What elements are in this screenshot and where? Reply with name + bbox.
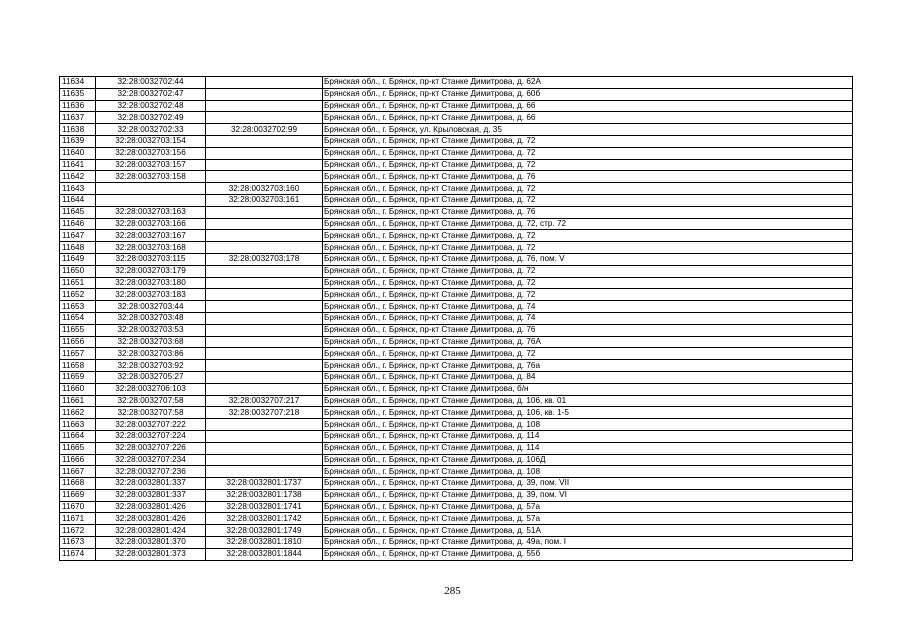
table-row [60, 159, 853, 171]
address-cell: Брянская обл., г. Брянск, пр-кт Станке Димитрова, д. 72 [323, 348, 853, 360]
cadastral-number-cell: 32:28:0032801:370 [96, 537, 206, 549]
table-row [60, 501, 853, 513]
cadastral-number-cell: 32:28:0032703:183 [96, 289, 206, 301]
row-number-cell: 11663 [60, 419, 96, 431]
cadastral-number-cell: 32:28:0032707:222 [96, 419, 206, 431]
table-row [60, 289, 853, 301]
table-row [60, 324, 853, 336]
cadastral-number-cell: 32:28:0032703:115 [96, 253, 206, 265]
address-cell: Брянская обл., г. Брянск, пр-кт Станке Димитрова, д. 62А [323, 77, 853, 89]
related-cadastral-number-cell: 32:28:0032707:217 [206, 395, 323, 407]
cadastral-number-cell: 32:28:0032702:49 [96, 112, 206, 124]
table-row [60, 100, 853, 112]
cadastral-number-cell: 32:28:0032707:236 [96, 466, 206, 478]
address-cell: Брянская обл., г. Брянск, пр-кт Станке Димитрова, д. 74 [323, 312, 853, 324]
row-number-cell: 11668 [60, 478, 96, 490]
cadastral-number-cell: 32:28:0032707:226 [96, 442, 206, 454]
address-cell: Брянская обл., г. Брянск, пр-кт Станке Димитрова, д. 76 [323, 171, 853, 183]
cadastral-number-cell: 32:28:0032703:92 [96, 360, 206, 372]
address-cell: Брянская обл., г. Брянск, пр-кт Станке Димитрова, д. 76 [323, 206, 853, 218]
row-number-cell: 11646 [60, 218, 96, 230]
address-cell: Брянская обл., г. Брянск, пр-кт Станке Димитрова, д. 72 [323, 230, 853, 242]
related-cadastral-number-cell [206, 312, 323, 324]
related-cadastral-number-cell [206, 454, 323, 466]
row-number-cell: 11656 [60, 336, 96, 348]
address-cell: Брянская обл., г. Брянск, пр-кт Станке Димитрова, д. 108 [323, 419, 853, 431]
address-cell: Брянская обл., г. Брянск, пр-кт Станке Димитрова, д. 72 [323, 277, 853, 289]
table-row [60, 265, 853, 277]
row-number-cell: 11652 [60, 289, 96, 301]
related-cadastral-number-cell [206, 430, 323, 442]
table-row [60, 489, 853, 501]
address-cell: Брянская обл., г. Брянск, ул. Крыловская, д. 35 [323, 124, 853, 136]
address-cell: Брянская обл., г. Брянск, пр-кт Станке Димитрова, д. 72 [323, 289, 853, 301]
cadastral-number-cell: 32:28:0032801:426 [96, 501, 206, 513]
row-number-cell: 11661 [60, 395, 96, 407]
row-number-cell: 11658 [60, 360, 96, 372]
cadastral-number-cell: 32:28:0032702:33 [96, 124, 206, 136]
cadastral-number-cell: 32:28:0032706:103 [96, 383, 206, 395]
table-row [60, 371, 853, 383]
address-cell: Брянская обл., г. Брянск, пр-кт Станке Димитрова, д. 72 [323, 242, 853, 254]
cadastral-number-cell: 32:28:0032703:53 [96, 324, 206, 336]
row-number-cell: 11641 [60, 159, 96, 171]
address-cell: Брянская обл., г. Брянск, пр-кт Станке Димитрова, д. 76а [323, 360, 853, 372]
table-row [60, 395, 853, 407]
row-number-cell: 11636 [60, 100, 96, 112]
row-number-cell: 11643 [60, 183, 96, 195]
address-cell: Брянская обл., г. Брянск, пр-кт Станке Димитрова, д. 114 [323, 430, 853, 442]
address-cell: Брянская обл., г. Брянск, пр-кт Станке Димитрова, д. 76, пом. V [323, 253, 853, 265]
cadastral-number-cell: 32:28:0032707:224 [96, 430, 206, 442]
related-cadastral-number-cell [206, 277, 323, 289]
row-number-cell: 11667 [60, 466, 96, 478]
related-cadastral-number-cell: 32:28:0032707:218 [206, 407, 323, 419]
table-row [60, 336, 853, 348]
related-cadastral-number-cell [206, 336, 323, 348]
row-number-cell: 11672 [60, 525, 96, 537]
table-row [60, 194, 853, 206]
address-cell: Брянская обл., г. Брянск, пр-кт Станке Димитрова, д. 51А [323, 525, 853, 537]
related-cadastral-number-cell: 32:28:0032801:1810 [206, 537, 323, 549]
cadastral-number-cell: 32:28:0032801:337 [96, 489, 206, 501]
address-cell: Брянская обл., г. Брянск, пр-кт Станке Димитрова, д. 106Д [323, 454, 853, 466]
related-cadastral-number-cell: 32:28:0032703:161 [206, 194, 323, 206]
cadastral-number-cell: 32:28:0032702:47 [96, 88, 206, 100]
row-number-cell: 11671 [60, 513, 96, 525]
related-cadastral-number-cell [206, 242, 323, 254]
cadastral-number-cell: 32:28:0032801:373 [96, 548, 206, 560]
table-row [60, 277, 853, 289]
table-row [60, 124, 853, 136]
cadastral-number-cell: 32:28:0032707:58 [96, 395, 206, 407]
table-row [60, 525, 853, 537]
table-row [60, 135, 853, 147]
address-cell: Брянская обл., г. Брянск, пр-кт Станке Димитрова, д. 72 [323, 135, 853, 147]
table-row [60, 171, 853, 183]
row-number-cell: 11645 [60, 206, 96, 218]
related-cadastral-number-cell [206, 419, 323, 431]
related-cadastral-number-cell [206, 360, 323, 372]
table-row [60, 112, 853, 124]
related-cadastral-number-cell: 32:28:0032801:1737 [206, 478, 323, 490]
table-row [60, 513, 853, 525]
row-number-cell: 11649 [60, 253, 96, 265]
cadastral-number-cell: 32:28:0032703:168 [96, 242, 206, 254]
row-number-cell: 11660 [60, 383, 96, 395]
row-number-cell: 11637 [60, 112, 96, 124]
cadastral-number-cell: 32:28:0032703:86 [96, 348, 206, 360]
table-row [60, 442, 853, 454]
related-cadastral-number-cell: 32:28:0032801:1742 [206, 513, 323, 525]
table-row [60, 301, 853, 313]
cadastral-number-cell: 32:28:0032705:27 [96, 371, 206, 383]
table-row [60, 430, 853, 442]
table-row [60, 88, 853, 100]
row-number-cell: 11654 [60, 312, 96, 324]
related-cadastral-number-cell [206, 371, 323, 383]
address-cell: Брянская обл., г. Брянск, пр-кт Станке Димитрова, д. 76А [323, 336, 853, 348]
row-number-cell: 11657 [60, 348, 96, 360]
row-number-cell: 11664 [60, 430, 96, 442]
address-cell: Брянская обл., г. Брянск, пр-кт Станке Димитрова, д. 60б [323, 88, 853, 100]
address-cell: Брянская обл., г. Брянск, пр-кт Станке Димитрова, д. 114 [323, 442, 853, 454]
related-cadastral-number-cell [206, 88, 323, 100]
related-cadastral-number-cell [206, 135, 323, 147]
cadastral-number-cell: 32:28:0032703:158 [96, 171, 206, 183]
related-cadastral-number-cell: 32:28:0032801:1741 [206, 501, 323, 513]
cadastral-number-cell: 32:28:0032703:167 [96, 230, 206, 242]
table-row [60, 206, 853, 218]
cadastral-number-cell: 32:28:0032801:337 [96, 478, 206, 490]
cadastral-number-cell: 32:28:0032703:163 [96, 206, 206, 218]
row-number-cell: 11674 [60, 548, 96, 560]
address-cell: Брянская обл., г. Брянск, пр-кт Станке Димитрова, д. 72 [323, 265, 853, 277]
row-number-cell: 11640 [60, 147, 96, 159]
cadastral-number-cell: 32:28:0032702:48 [96, 100, 206, 112]
related-cadastral-number-cell: 32:28:0032801:1738 [206, 489, 323, 501]
cadastral-number-cell: 32:28:0032703:68 [96, 336, 206, 348]
address-cell: Брянская обл., г. Брянск, пр-кт Станке Димитрова, д. 76 [323, 324, 853, 336]
row-number-cell: 11669 [60, 489, 96, 501]
property-table [59, 76, 853, 561]
related-cadastral-number-cell [206, 112, 323, 124]
cadastral-number-cell: 32:28:0032703:44 [96, 301, 206, 313]
table-row [60, 147, 853, 159]
row-number-cell: 11662 [60, 407, 96, 419]
table-row [60, 419, 853, 431]
address-cell: Брянская обл., г. Брянск, пр-кт Станке Димитрова, д. 57а [323, 513, 853, 525]
cadastral-number-cell: 32:28:0032703:179 [96, 265, 206, 277]
related-cadastral-number-cell [206, 230, 323, 242]
row-number-cell: 11642 [60, 171, 96, 183]
cadastral-number-cell: 32:28:0032703:180 [96, 277, 206, 289]
related-cadastral-number-cell [206, 218, 323, 230]
related-cadastral-number-cell [206, 324, 323, 336]
related-cadastral-number-cell [206, 442, 323, 454]
row-number-cell: 11634 [60, 77, 96, 89]
row-number-cell: 11644 [60, 194, 96, 206]
cadastral-number-cell: 32:28:0032703:48 [96, 312, 206, 324]
address-cell: Брянская обл., г. Брянск, пр-кт Станке Димитрова, д. 72 [323, 183, 853, 195]
page-number: 285 [444, 585, 461, 597]
table-row [60, 183, 853, 195]
row-number-cell: 11673 [60, 537, 96, 549]
related-cadastral-number-cell: 32:28:0032702:99 [206, 124, 323, 136]
table-row [60, 242, 853, 254]
address-cell: Брянская обл., г. Брянск, пр-кт Станке Димитрова, д. 106, кв. 01 [323, 395, 853, 407]
related-cadastral-number-cell [206, 265, 323, 277]
table-row [60, 466, 853, 478]
cadastral-number-cell: 32:28:0032703:157 [96, 159, 206, 171]
row-number-cell: 11651 [60, 277, 96, 289]
cadastral-number-cell: 32:28:0032703:166 [96, 218, 206, 230]
row-number-cell: 11635 [60, 88, 96, 100]
related-cadastral-number-cell [206, 77, 323, 89]
related-cadastral-number-cell [206, 383, 323, 395]
table-row [60, 360, 853, 372]
row-number-cell: 11670 [60, 501, 96, 513]
table-row [60, 478, 853, 490]
cadastral-number-cell: 32:28:0032801:426 [96, 513, 206, 525]
cadastral-number-cell [96, 194, 206, 206]
table-row [60, 253, 853, 265]
related-cadastral-number-cell [206, 171, 323, 183]
table-row [60, 537, 853, 549]
table-body [60, 77, 853, 561]
cadastral-number-cell: 32:28:0032703:154 [96, 135, 206, 147]
address-cell: Брянская обл., г. Брянск, пр-кт Станке Димитрова, д. 72 [323, 194, 853, 206]
related-cadastral-number-cell [206, 206, 323, 218]
row-number-cell: 11638 [60, 124, 96, 136]
row-number-cell: 11650 [60, 265, 96, 277]
related-cadastral-number-cell: 32:28:0032703:178 [206, 253, 323, 265]
cadastral-number-cell: 32:28:0032707:58 [96, 407, 206, 419]
row-number-cell: 11666 [60, 454, 96, 466]
cadastral-number-cell [96, 183, 206, 195]
address-cell: Брянская обл., г. Брянск, пр-кт Станке Димитрова, д. 39, пом. VI [323, 489, 853, 501]
table-row [60, 312, 853, 324]
table-row [60, 548, 853, 560]
table-row [60, 407, 853, 419]
address-cell: Брянская обл., г. Брянск, пр-кт Станке Димитрова, б/н [323, 383, 853, 395]
address-cell: Брянская обл., г. Брянск, пр-кт Станке Димитрова, д. 49а, пом. I [323, 537, 853, 549]
cadastral-number-cell: 32:28:0032801:424 [96, 525, 206, 537]
related-cadastral-number-cell [206, 348, 323, 360]
address-cell: Брянская обл., г. Брянск, пр-кт Станке Димитрова, д. 66 [323, 112, 853, 124]
address-cell: Брянская обл., г. Брянск, пр-кт Станке Димитрова, д. 108 [323, 466, 853, 478]
table-row [60, 454, 853, 466]
address-cell: Брянская обл., г. Брянск, пр-кт Станке Димитрова, д. 72, стр. 72 [323, 218, 853, 230]
address-cell: Брянская обл., г. Брянск, пр-кт Станке Димитрова, д. 72 [323, 147, 853, 159]
table-row [60, 230, 853, 242]
address-cell: Брянская обл., г. Брянск, пр-кт Станке Димитрова, д. 106, кв. 1-5 [323, 407, 853, 419]
related-cadastral-number-cell [206, 159, 323, 171]
related-cadastral-number-cell: 32:28:0032703:160 [206, 183, 323, 195]
row-number-cell: 11665 [60, 442, 96, 454]
table-row [60, 383, 853, 395]
row-number-cell: 11647 [60, 230, 96, 242]
row-number-cell: 11655 [60, 324, 96, 336]
table-row [60, 77, 853, 89]
cadastral-number-cell: 32:28:0032702:44 [96, 77, 206, 89]
related-cadastral-number-cell [206, 100, 323, 112]
cadastral-number-cell: 32:28:0032703:156 [96, 147, 206, 159]
related-cadastral-number-cell: 32:28:0032801:1844 [206, 548, 323, 560]
related-cadastral-number-cell [206, 289, 323, 301]
row-number-cell: 11659 [60, 371, 96, 383]
table-row [60, 218, 853, 230]
row-number-cell: 11653 [60, 301, 96, 313]
address-cell: Брянская обл., г. Брянск, пр-кт Станке Димитрова, д. 39, пом. VII [323, 478, 853, 490]
row-number-cell: 11648 [60, 242, 96, 254]
address-cell: Брянская обл., г. Брянск, пр-кт Станке Димитрова, д. 72 [323, 159, 853, 171]
address-cell: Брянская обл., г. Брянск, пр-кт Станке Димитрова, д. 55б [323, 548, 853, 560]
address-cell: Брянская обл., г. Брянск, пр-кт Станке Димитрова, д. 74 [323, 301, 853, 313]
address-cell: Брянская обл., г. Брянск, пр-кт Станке Димитрова, д. 84 [323, 371, 853, 383]
related-cadastral-number-cell: 32:28:0032801:1749 [206, 525, 323, 537]
address-cell: Брянская обл., г. Брянск, пр-кт Станке Димитрова, д. 66 [323, 100, 853, 112]
related-cadastral-number-cell [206, 466, 323, 478]
row-number-cell: 11639 [60, 135, 96, 147]
table-row [60, 348, 853, 360]
address-cell: Брянская обл., г. Брянск, пр-кт Станке Димитрова, д. 57а [323, 501, 853, 513]
related-cadastral-number-cell [206, 147, 323, 159]
cadastral-number-cell: 32:28:0032707:234 [96, 454, 206, 466]
related-cadastral-number-cell [206, 301, 323, 313]
